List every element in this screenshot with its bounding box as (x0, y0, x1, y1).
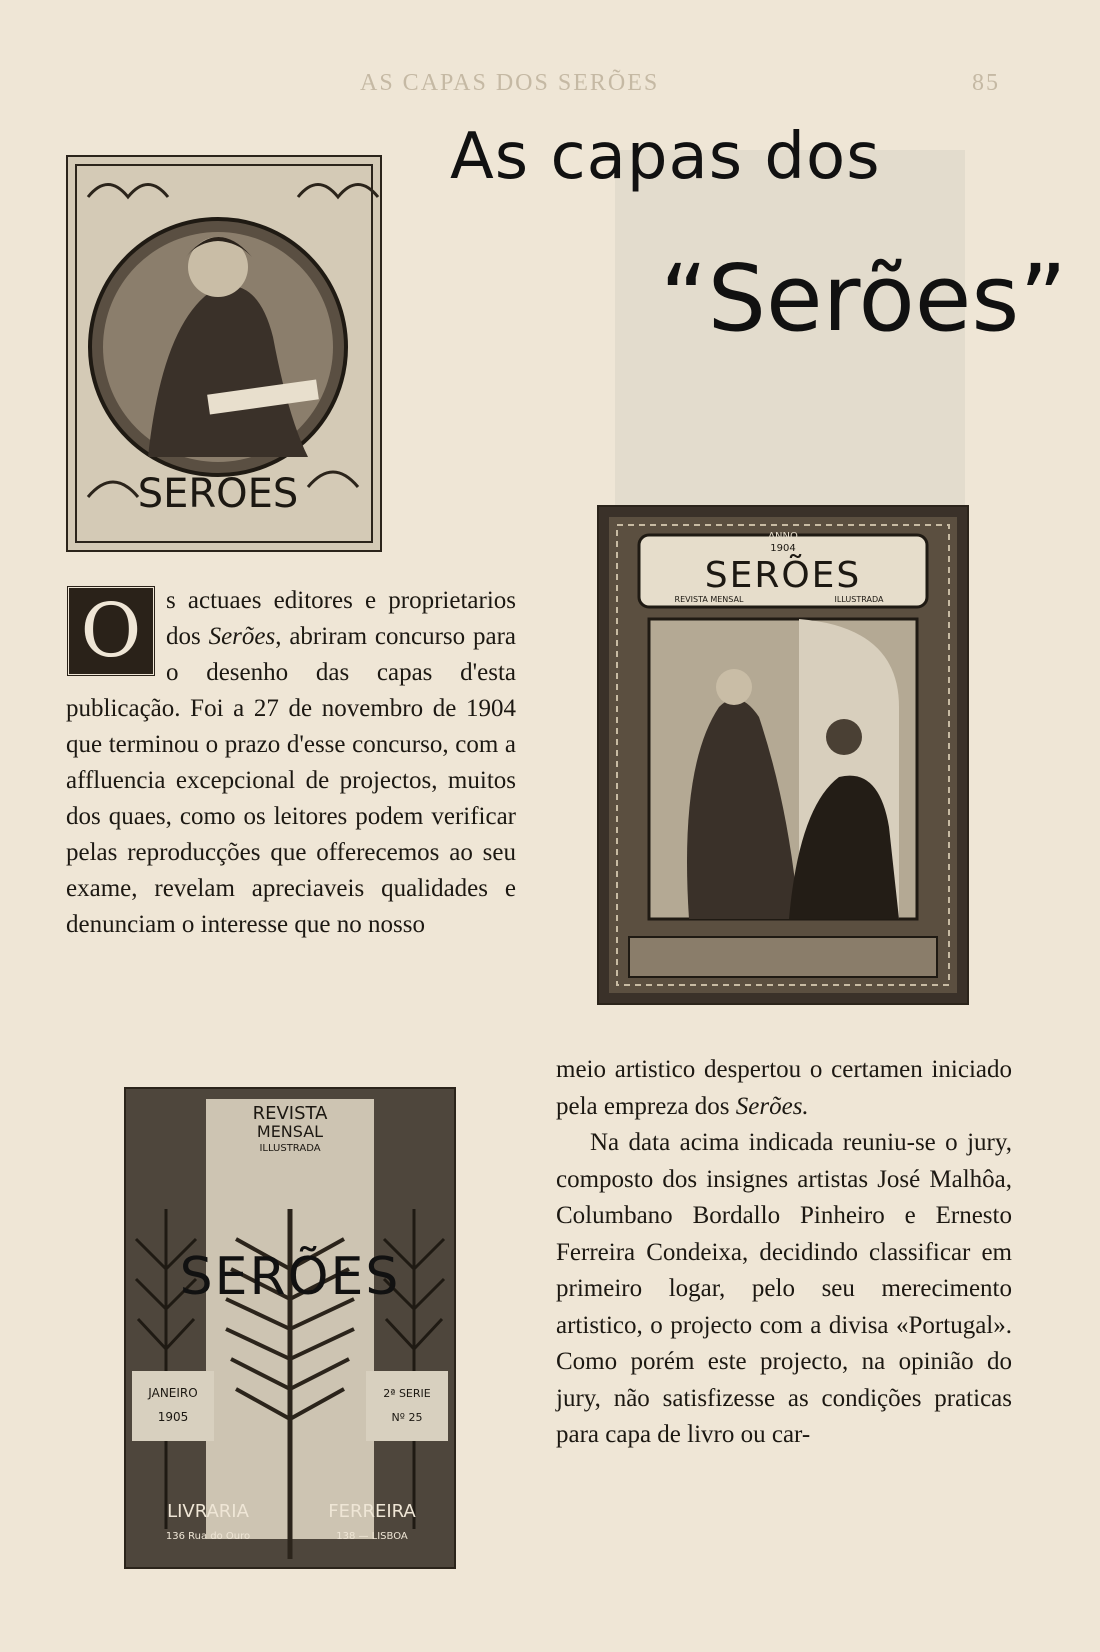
cover3-month: JANEIRO (148, 1386, 198, 1400)
intro-text-2: , abriram concurso para o desenho das capas d'esta publicação. Foi a 27 de novembro de 1904 que terminou o prazo d'esse concurso, com a affluencia excepcional de projectos, muitos dos quaes, como os leitores podem verificar pelas reproducções que offerecemos ao seu exame, revelam apreciaveis qualidades e denunciam o interesse que no nosso (66, 623, 517, 938)
running-header (360, 70, 1000, 97)
cover3-number: Nº 25 (391, 1411, 423, 1424)
cover3-top3: ILLUSTRADA (259, 1143, 321, 1154)
body-column-right (556, 1052, 1012, 1454)
right-emphasis: Serões. (735, 1092, 809, 1120)
cover3-address-left: 136 Rua do Ouro (165, 1531, 251, 1542)
cover1-lettering: SEROES (137, 471, 299, 517)
cover3-top2: MENSAL (256, 1122, 324, 1141)
cover3-year: 1905 (157, 1410, 189, 1424)
page-title-line2: “Serões” (660, 245, 1067, 352)
right-text-1: meio artistico despertou o certamen iniciado pela empreza dos (556, 1056, 1012, 1120)
paragraph-continued (556, 1052, 1012, 1125)
cover-illustration-3 (124, 1087, 456, 1569)
cover2-lettering: SERÕES (704, 555, 862, 596)
cover3-publisher-right: FERREIRA (328, 1501, 416, 1522)
cover3-top1: REVISTA (252, 1103, 328, 1124)
cover-illustration-1 (66, 155, 382, 552)
cover2-subtitle-left: REVISTA MENSAL (674, 595, 744, 604)
cover3-publisher-left: LIVRARIA (167, 1501, 249, 1522)
cover3-serie: 2ª SERIE (383, 1387, 431, 1400)
drop-cap: O (66, 585, 156, 677)
cover3-lettering: SERÕES (179, 1247, 401, 1307)
cover2-subtitle-right: ILLUSTRADA (834, 595, 884, 604)
page-title-line1: As capas dos (450, 120, 881, 194)
cover-illustration-2 (597, 505, 969, 1005)
cover3-address-right: 138 — LISBOA (336, 1531, 408, 1542)
body-column-left (66, 583, 516, 943)
intro-text-1: s actuaes editores e proprietarios dos (166, 587, 516, 650)
cover2-year-label: ANNO (768, 531, 798, 542)
cover2-year: 1904 (770, 543, 796, 554)
page-number: 85 (972, 70, 1000, 96)
paragraph-jury: Na data acima indicada reuniu-se o jury, composto dos insignes artistas José Malhôa, Columbano Bordallo Pinheiro e Ernesto Ferreira Condeixa, decidindo classificar em primeiro logar, pelo seu merecimento artistico, o projecto com a divisa «Portugal». Como porém este projecto, na opinião do jury, não satisfizesse as condições praticas para capa de livro ou car- (556, 1129, 1012, 1448)
running-title: AS CAPAS DOS SERÕES (360, 70, 660, 96)
intro-emphasis: Serões (208, 623, 276, 650)
